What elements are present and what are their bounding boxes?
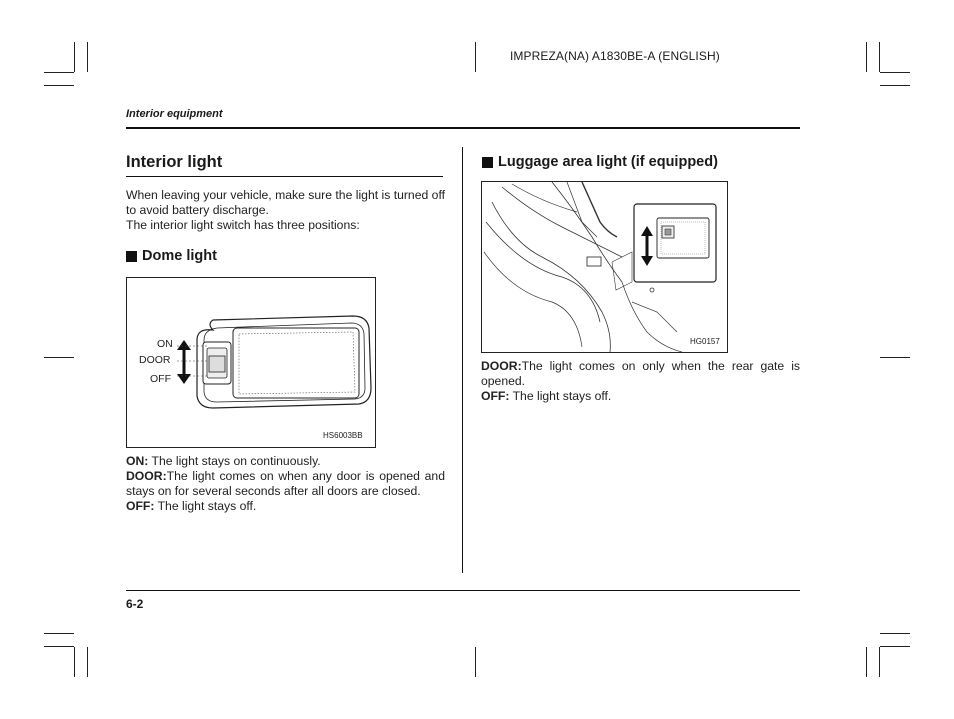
luggage-light-figure [481, 181, 728, 353]
description-on [126, 454, 445, 469]
dome-light-heading [126, 248, 217, 264]
header-rule [126, 127, 800, 129]
label-door: DOOR [139, 354, 171, 366]
column-divider [462, 147, 463, 573]
text-door: The light comes on only when the rear gate is opened. [481, 359, 800, 388]
square-bullet-icon [482, 157, 493, 168]
luggage-light-descriptions [481, 359, 800, 404]
page-title: Interior light [126, 153, 223, 171]
term-door: DOOR: [481, 359, 522, 373]
luggage-light-heading-text: Luggage area light (if equipped) [498, 154, 718, 170]
intro-line-2: The interior light switch has three positions: [126, 218, 360, 232]
luggage-area-illustration [482, 182, 727, 352]
figure-code: HS6003BB [323, 431, 363, 440]
text-off: The light stays off. [154, 499, 257, 513]
term-on: ON: [126, 454, 149, 468]
term-off: OFF: [126, 499, 155, 513]
document-code: IMPREZA(NA) A1830BE-A (ENGLISH) [510, 49, 720, 63]
description-off [481, 389, 800, 404]
luggage-light-heading [482, 154, 718, 170]
dome-light-figure [126, 277, 376, 448]
title-underline [126, 176, 443, 177]
description-door [481, 359, 800, 389]
dome-light-heading-text: Dome light [142, 248, 217, 264]
dome-light-descriptions [126, 454, 445, 514]
label-on: ON [157, 338, 173, 350]
description-door [126, 469, 445, 499]
label-off: OFF [150, 373, 171, 385]
term-off: OFF: [481, 389, 510, 403]
text-off: The light stays off. [509, 389, 612, 403]
figure-code: HG0157 [690, 337, 720, 346]
description-off [126, 499, 445, 514]
footer-rule [126, 590, 800, 591]
square-bullet-icon [126, 251, 137, 262]
text-door: The light comes on when any door is opened and stays on for several seconds after all doors are closed. [126, 469, 445, 498]
intro-paragraph [126, 188, 445, 233]
term-door: DOOR: [126, 469, 167, 483]
page-number: 6-2 [126, 597, 144, 611]
intro-line-1: When leaving your vehicle, make sure the light is turned off to avoid battery discharge. [126, 188, 445, 217]
section-label: Interior equipment [126, 108, 223, 120]
text-on: The light stays on continuously. [148, 454, 321, 468]
